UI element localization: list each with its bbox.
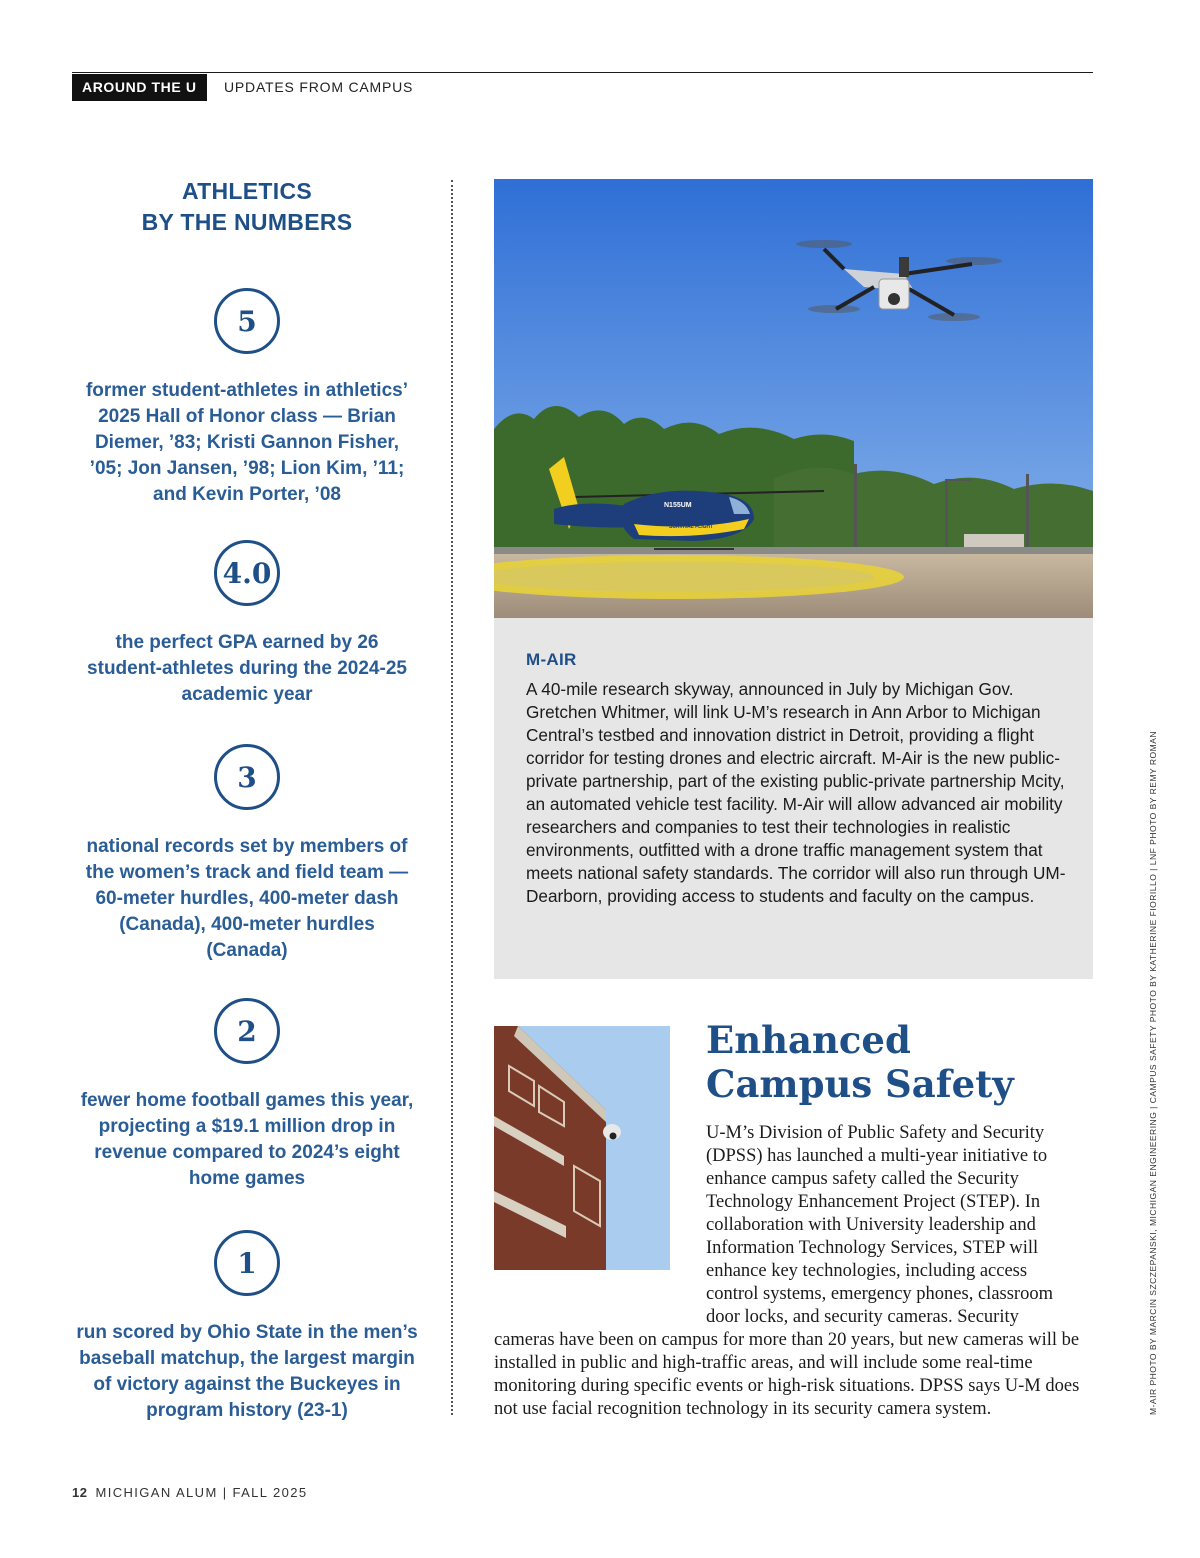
stat-number-badge: 2 (214, 998, 280, 1064)
helicopter-side-text: SURVIVAL FLIGHT (669, 524, 714, 530)
stat-number-badge: 4.0 (214, 540, 280, 606)
stat-item (72, 1230, 422, 1424)
section-tag: AROUND THE U (72, 74, 207, 101)
stat-item (72, 998, 422, 1192)
athletics-title-line2: BY THE NUMBERS (141, 209, 353, 235)
stat-item (72, 540, 422, 708)
campus-safety-title (706, 1018, 1086, 1106)
page-number: 12 (72, 1485, 88, 1500)
photo-credits: M-AIR PHOTO BY MARCIN SZCZEPANSKI, MICHIGAN ENGINEERING | CAMPUS SAFETY PHOTO BY KATHERINE FIORILLO | LNF PHOTO BY REMY ROMAN (1148, 730, 1158, 1415)
section-subtitle: UPDATES FROM CAMPUS (224, 79, 414, 95)
campus-safety-title-line2: Campus Safety (706, 1062, 1014, 1106)
m-air-photo (494, 179, 1093, 618)
campus-safety-body: U-M’s Division of Public Safety and Security (DPSS) has launched a multi-year initiative to enhance campus safety called the Security Technology Enhancement Project (STEP). In collaboration with University leadership and Information Technology Services, STEP will enhance key technologies, including access control systems, emergency phones, classroom door locks, and security cameras. Security cameras have been on campus for more than 20 years, but new cameras will be installed in public and high-traffic areas, and will include some real-time monitoring during specific events or high-risk situations. DPSS says U-M does not use facial recognition technology in its security camera system. (494, 1123, 1080, 1419)
stat-number-badge: 1 (214, 1230, 280, 1296)
athletics-sidebar (72, 170, 422, 1421)
header-rule (72, 72, 1093, 73)
stat-item (72, 744, 422, 964)
campus-safety-article (494, 1122, 1084, 1421)
campus-safety-title-line1: Enhanced (706, 1018, 911, 1062)
stat-description: former student-athletes in athletics’ 2025 Hall of Honor class — Brian Diemer, ’83; Kristi Gannon Fisher, ’05; Jon Jansen, ’98; Lion Kim, ’11; and Kevin Porter, ’08 (85, 380, 408, 505)
m-air-body: A 40-mile research skyway, announced in July by Michigan Gov. Gretchen Whitmer, will link U-M’s research in Ann Arbor to Michigan Central’s testbed and innovation district in Detroit, providing a flight corridor for testing drones and electric aircraft. M-Air is the new public-private partnership, part of the existing public-private partnership Mcity, an automated vehicle test facility. M-Air will allow advanced air mobility researchers and companies to test their technologies in realistic environments, outfitted with a drone traffic management system that meets national safety standards. The corridor will also run through UM-Dearborn, providing access to students and faculty on the campus. (526, 679, 1066, 906)
stat-description: fewer home football games this year, projecting a $19.1 million drop in revenue compared to 2024’s eight home games (80, 1090, 414, 1189)
publication-name: MICHIGAN ALUM | FALL 2025 (95, 1485, 308, 1500)
m-air-heading: M-AIR (526, 650, 577, 669)
stat-number-badge: 5 (214, 288, 280, 354)
m-air-panel (494, 618, 1093, 979)
tail-number-text: N155UM (664, 502, 692, 509)
stat-description: the perfect GPA earned by 26 student-athletes during the 2024-25 academic year (87, 632, 407, 705)
athletics-title-line1: ATHLETICS (181, 178, 313, 204)
stat-description: national records set by members of the women’s track and field team — 60-meter hurdles, 400-meter dash (Canada), 400-meter hurdles (Canada) (85, 836, 409, 961)
athletics-title (72, 176, 422, 238)
stat-description: run scored by Ohio State in the men’s baseball matchup, the largest margin of victory against the Buckeyes in program history (23-1) (76, 1322, 418, 1421)
column-divider (451, 180, 453, 1415)
photo-wrap-spacer (494, 1122, 706, 1310)
page-footer (72, 1485, 308, 1500)
stat-item (72, 288, 422, 508)
stat-number-badge: 3 (214, 744, 280, 810)
